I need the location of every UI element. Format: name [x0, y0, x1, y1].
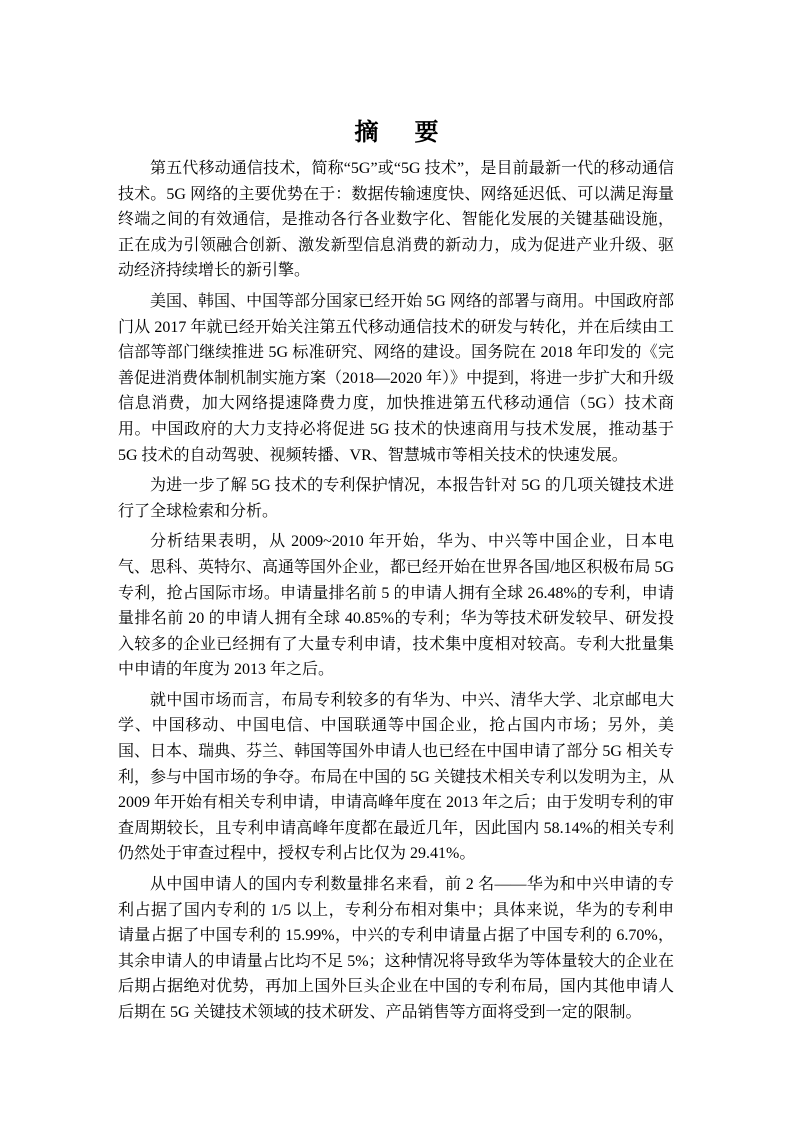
paragraph: 为进一步了解 5G 技术的专利保护情况，本报告针对 5G 的几项关键技术进行了全球检索和分析。 — [118, 477, 674, 520]
paragraph: 第五代移动通信技术，简称“5G”或“5G 技术”，是目前最新一代的移动通信技术。5G 网络的主要优势在于：数据传输速度快、网络延迟低、可以满足海量终端之间的有效通信，是推动各行各业数字化、智能化发展的关键基础设施，正在成为引领融合创新、激发新型信息消费的新动力，成为促进产业升级、驱动经济持续增长的新引擎。 — [118, 160, 674, 280]
paragraph: 从中国申请人的国内专利数量排名来看，前 2 名——华为和中兴申请的专利占据了国内专利的 1/5 以上，专利分布相对集中；具体来说，华为的专利申请量占据了中国专利的 15.99%，中兴的专利申请量占据了中国专利的 6.70%，其余申请人的申请量占比均不足 5%；这种情况将导致华为等体量较大的企业在后期占据绝对优势，再加上国外巨头企业在中国的专利布局，国内其他申请人后期在 5G 关键技术领域的技术研发、产品销售等方面将受到一定的限制。 — [118, 876, 674, 1021]
paragraph: 就中国市场而言，布局专利较多的有华为、中兴、清华大学、北京邮电大学、中国移动、中国电信、中国联通等中国企业，抢占国内市场；另外，美国、日本、瑞典、芬兰、韩国等国外申请人也已经在中国申请了部分 5G 相关专利，参与中国市场的争夺。布局在中国的 5G 关键技术相关专利以发明为主，从 2009 年开始有相关专利申请，申请高峰年度在 2013 年之后；由于发明专利的审查周期较长，且专利申请高峰年度都在最近几年，因此国内 58.14%的相关专利仍然处于审查过程中，授权专利占比仅为 29.41%。 — [118, 691, 675, 863]
page-title: 摘要 — [354, 120, 475, 147]
paragraph: 美国、韩国、中国等部分国家已经开始 5G 网络的部署与商用。中国政府部门从 2017 年就已经开始关注第五代移动通信技术的研发与转化，并在后续由工信部等部门继续推进 5G 标准研究、网络的建设。国务院在 2018 年印发的《完善促进消费体制机制实施方案（2018—2020 年）》中提到，将进一步扩大和升级信息消费，加大网络提速降费力度，加快推进第五代移动通信（5G）技术商用。中国政府的大力支持必将促进 5G 技术的快速商用与技术发展，推动基于 5G 技术的自动驾驶、视频转播、VR、智慧城市等相关技术的快速发展。 — [118, 292, 675, 464]
paragraph: 分析结果表明，从 2009~2010 年开始，华为、中兴等中国企业，日本电气、思科、英特尔、高通等国外企业，都已经开始在世界各国/地区积极布局 5G 专利，抢占国际市场。申请量排名前 5 的申请人拥有全球 26.48%的专利，申请量排名前 20 的申请人拥有全球 40.85%的专利；华为等技术研发较早、研发投入较多的企业已经拥有了大量专利申请，技术集中度相对较高。专利大批量集中申请的年度为 2013 年之后。 — [118, 533, 675, 679]
abstract-body — [118, 156, 674, 1031]
